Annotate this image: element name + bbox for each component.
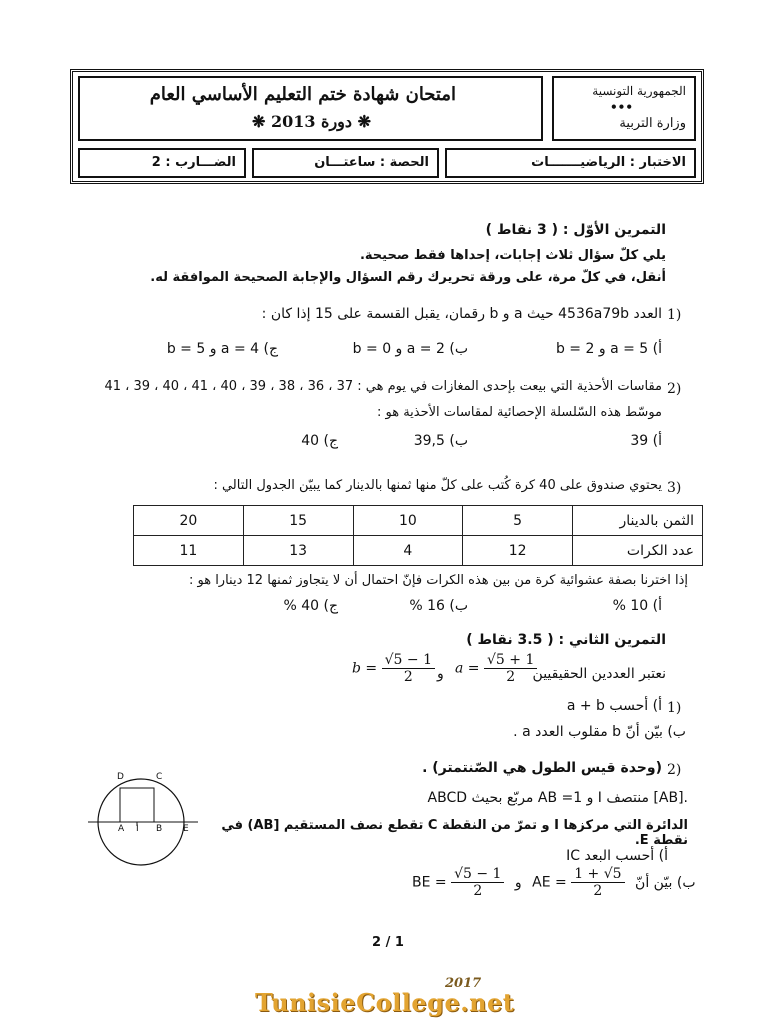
a-denominator: 2 xyxy=(506,669,516,685)
logo-year: 2017 xyxy=(445,976,482,991)
be-label: BE = xyxy=(412,874,447,891)
price-table xyxy=(133,505,703,566)
table-row-header: الثمن بالدينار xyxy=(573,506,703,536)
ex1-title: التمرين الأوّل : ( 3 نقاط ) xyxy=(485,222,666,238)
table-cell: 5 xyxy=(463,506,573,536)
table-cell: 15 xyxy=(243,506,353,536)
q1-number: 1) xyxy=(667,307,682,323)
b-definition xyxy=(352,652,435,685)
header-dots: ••• xyxy=(610,100,634,114)
q3-text: يحتوي صندوق على 40 كرة كُتب على كلّ منها ثمنها بالدينار كما يبيّن الجدول التالي : xyxy=(213,478,662,493)
republic-label: الجمهورية التونسية xyxy=(592,84,686,98)
ex2-title: التمرين الثاني : ( 3.5 نقاط ) xyxy=(466,632,666,648)
subject-box xyxy=(445,148,696,178)
duration-label: الحصة : ساعتـــان xyxy=(314,155,429,170)
table-cell: 10 xyxy=(353,506,463,536)
figure-label-b: B xyxy=(156,824,163,834)
be-denominator: 2 xyxy=(473,883,483,899)
q1-option-b: ب) a = 2 و b = 0 xyxy=(352,341,468,357)
b-label: b = xyxy=(352,660,378,677)
q3-text-2: إذا اخترنا بصفة عشوائية كرة من بين هذه الكرات فإنّ احتمال أن لا يتجاوز ثمنها 12 دينارا هو : xyxy=(188,573,688,588)
q3-option-c: ج) 40 % xyxy=(283,598,338,614)
a-fraction xyxy=(484,652,537,685)
exam-session: ❋ دورة 2013 ❋ xyxy=(251,112,371,131)
q1-option-c: ج) a = 4 و b = 5 xyxy=(166,341,278,357)
p1-part-a: أ) أحسب a + b xyxy=(566,698,662,714)
a-numerator: √5 + 1 xyxy=(484,652,537,669)
q2-number: 2) xyxy=(667,381,682,397)
table-cell: 13 xyxy=(243,536,353,566)
q2-option-c: ج) 40 xyxy=(301,433,338,449)
ministry-label: وزارة التربية xyxy=(619,116,686,131)
logo-text: TunisieCollege.net xyxy=(255,988,515,1017)
ae-denominator: 2 xyxy=(593,883,603,899)
ae-label: AE = xyxy=(532,874,567,891)
tunisiecollege-logo xyxy=(255,976,525,1018)
figure-square xyxy=(120,788,154,822)
figure-label-d: D xyxy=(117,772,124,782)
be-fraction xyxy=(451,866,504,899)
q1-option-a: أ) a = 5 و b = 2 xyxy=(555,341,662,357)
table-cell: 12 xyxy=(463,536,573,566)
ae-fraction xyxy=(571,866,624,899)
q2-text: مقاسات الأحذية التي بيعت بإحدى المغازات في يوم هي : 37 ، 36 ، 38 ، 39 ، 40 ، 41 ، 40 ، 39 ، 41 xyxy=(104,379,662,394)
b-denominator: 2 xyxy=(403,669,413,685)
p2-circle: الدائرة التي مركزها I و تمرّ من النقطة C تقطع نصف المستقيم [AB) في نقطة E. xyxy=(221,818,688,848)
table-row-header: عدد الكرات xyxy=(573,536,703,566)
q3-option-a: أ) 10 % xyxy=(612,598,662,614)
b-fraction xyxy=(382,652,435,685)
p2-part-b xyxy=(412,866,696,899)
coefficient-label: الضـــارب : 2 xyxy=(151,155,236,170)
be-numerator: √5 − 1 xyxy=(451,866,504,883)
table-cell: 20 xyxy=(134,506,244,536)
ae-numerator: 1 + √5 xyxy=(571,866,624,883)
exam-title: امتحان شهادة ختم التعليم الأساسي العام xyxy=(149,84,456,105)
table-cell: 11 xyxy=(134,536,244,566)
and-word: و xyxy=(437,666,444,682)
p1-part-b: ب) بيّن أنّ b مقلوب العدد a . xyxy=(513,724,686,740)
page-number: 2 / 1 xyxy=(372,935,404,950)
q2-option-b: ب) 39,5 xyxy=(413,433,468,449)
and-word-2: و xyxy=(514,874,522,891)
circle-square-figure xyxy=(88,770,198,880)
p2-number: 2) xyxy=(667,762,682,778)
p2-part-b-prefix: ب) بيّن أنّ xyxy=(635,874,696,891)
q2-text-2: موسّط هذه السّلسلة الإحصائية لمقاسات الأحذية هو : xyxy=(376,405,662,420)
table-row xyxy=(134,536,703,566)
exam-title-box xyxy=(78,76,543,141)
ex1-intro-1: يلي كلّ سؤال ثلاث إجابات، إحداها فقط صحيحة. xyxy=(359,248,666,263)
p2-part-a: أ) أحسب البعد IC xyxy=(566,848,668,864)
figure-label-e: E xyxy=(183,824,189,834)
ex1-intro-2: أنقل، في كلّ مرة، على ورقة تحريرك رقم السؤال والإجابة الصحيحة الموافقة له. xyxy=(150,270,666,285)
q3-option-b: ب) 16 % xyxy=(409,598,468,614)
figure-label-c: C xyxy=(156,772,163,782)
duration-box xyxy=(252,148,439,178)
q3-number: 3) xyxy=(667,480,682,496)
table-row xyxy=(134,506,703,536)
p1-number: 1) xyxy=(667,700,682,716)
coefficient-box xyxy=(78,148,246,178)
figure-label-a: A xyxy=(118,824,125,834)
b-numerator: √5 − 1 xyxy=(382,652,435,669)
ministry-box xyxy=(552,76,696,141)
ex2-consider: نعتبر العددين الحقيقيين xyxy=(532,666,666,682)
p2-square: ABCD مربّع بحيث AB =1 و I منتصف [AB]. xyxy=(427,790,688,806)
table-cell: 4 xyxy=(353,536,463,566)
p2-intro: (وحدة قيس الطول هي الصّنتمتر) . xyxy=(422,760,662,776)
q1-text: العدد 4536a79b حيث a و b رقمان، يقبل القسمة على 15 إذا كان : xyxy=(261,306,662,322)
a-definition xyxy=(455,652,537,685)
figure-label-i: I xyxy=(136,824,139,834)
subject-label: الاختبار : الرياضيـــــــات xyxy=(531,155,686,170)
q2-option-a: أ) 39 xyxy=(630,433,662,449)
a-label: a = xyxy=(455,660,480,677)
